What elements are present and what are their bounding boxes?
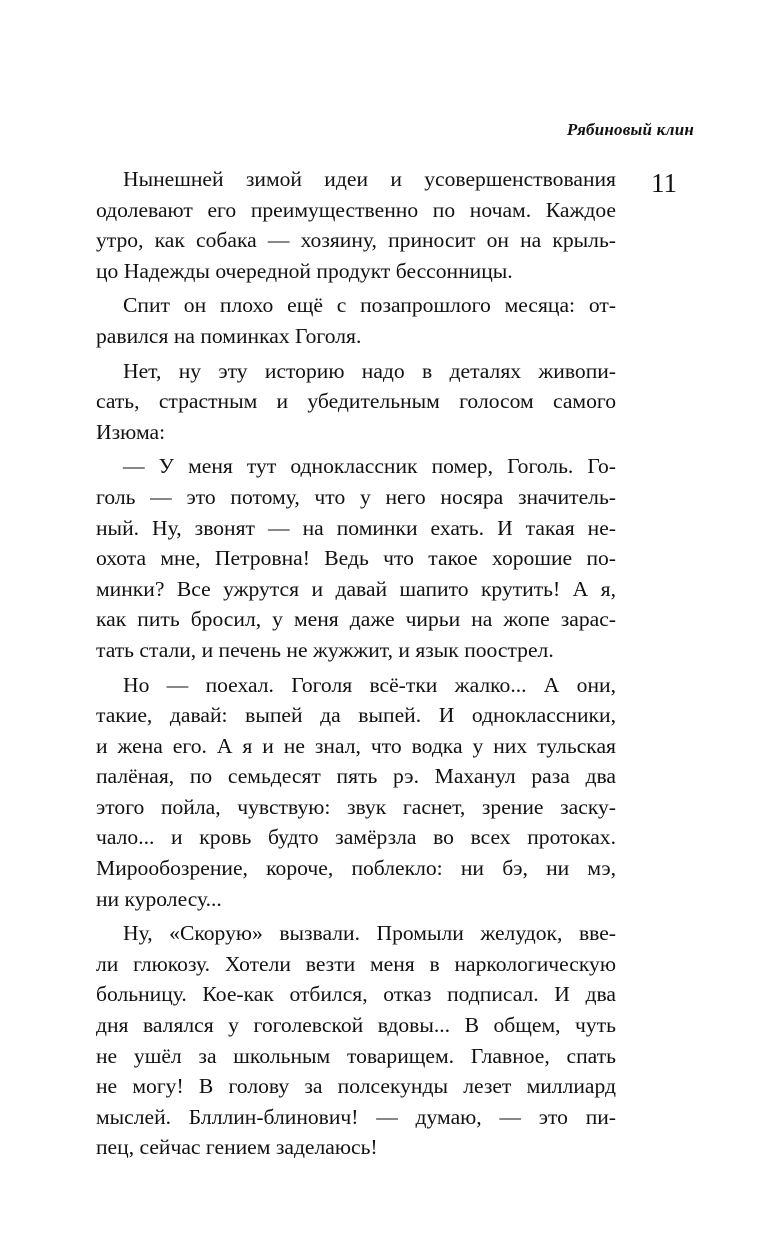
- text-line: равился на поминках Гоголя.: [96, 323, 362, 348]
- paragraph: [96, 356, 616, 448]
- text-line: Ну, «Скорую» вызвали. Промыли желудок, вве-: [123, 921, 616, 946]
- paragraph: [96, 164, 616, 286]
- text-line: цо Надежды очередной продукт бессонницы.: [96, 258, 513, 283]
- text-line: Нет, ну эту историю надо в деталях живопи-: [123, 358, 616, 383]
- text-line: голь — это потому, что у него носяра значитель-: [96, 484, 616, 509]
- text-line: этого пойла, чувствую: звук гаснет, зрение заску-: [96, 794, 616, 819]
- text-line: минки? Все ужрутся и давай шапито крутить! А я,: [96, 576, 616, 601]
- text-line: Мирообозрение, короче, поблекло: ни бэ, ни мэ,: [96, 856, 616, 881]
- text-line: Спит он плохо ещё с позапрошлого месяца: от-: [123, 293, 616, 318]
- text-line: тать стали, и печень не жужжит, и язык поострел.: [96, 637, 554, 662]
- text-line: ни куролесу...: [96, 886, 222, 911]
- text-line: такие, давай: выпей да выпей. И одноклассники,: [96, 703, 616, 728]
- paragraph: [96, 451, 616, 665]
- running-title: Рябиновый клин: [566, 120, 694, 139]
- text-line: мыслей. Блллин-блинович! — думаю, — это пи-: [96, 1104, 616, 1129]
- text-line: не могу! В голову за полсекунды лезет миллиард: [96, 1074, 616, 1099]
- body-text: [96, 164, 616, 1167]
- text-line: сать, страстным и убедительным голосом самого: [96, 389, 616, 414]
- text-line: охота мне, Петровна! Ведь что такое хорошие по-: [96, 546, 616, 571]
- text-line: Изюма:: [96, 419, 166, 444]
- text-line: ный. Ну, звонят — на поминки ехать. И такая не-: [96, 515, 616, 540]
- paragraph: [96, 918, 616, 1163]
- text-line: дня валялся у гоголевской вдовы... В общем, чуть: [96, 1013, 616, 1038]
- text-line: больницу. Кое-как отбился, отказ подписал. И два: [96, 982, 616, 1007]
- paragraph: [96, 290, 616, 351]
- page-number: 11: [651, 168, 677, 198]
- text-line: палёная, по семьдесят пять рэ. Маханул раза два: [96, 764, 616, 789]
- text-line: Но — поехал. Гоголя всё-тки жалко... А они,: [123, 672, 616, 697]
- paragraph: [96, 670, 616, 915]
- text-line: пец, сейчас гением заделаюсь!: [96, 1135, 378, 1160]
- text-line: чало... и кровь будто замёрзла во всех протоках.: [96, 825, 616, 850]
- text-line: ли глюкозу. Хотели везти меня в наркологическую: [96, 951, 616, 976]
- text-line: Нынешней зимой идеи и усовершенствования: [123, 167, 616, 191]
- text-line: и жена его. А я и не знал, что водка у них тульская: [96, 733, 616, 758]
- text-line: утро, как собака — хозяину, приносит он на крыль-: [96, 228, 616, 253]
- text-line: не ушёл за школьным товарищем. Главное, спать: [96, 1043, 616, 1068]
- text-line: одолевают его преимущественно по ночам. Каждое: [96, 197, 616, 222]
- text-line: как пить бросил, у меня даже чирьи на жопе зарас-: [96, 607, 616, 632]
- text-line: — У меня тут одноклассник помер, Гоголь. Го-: [123, 454, 616, 479]
